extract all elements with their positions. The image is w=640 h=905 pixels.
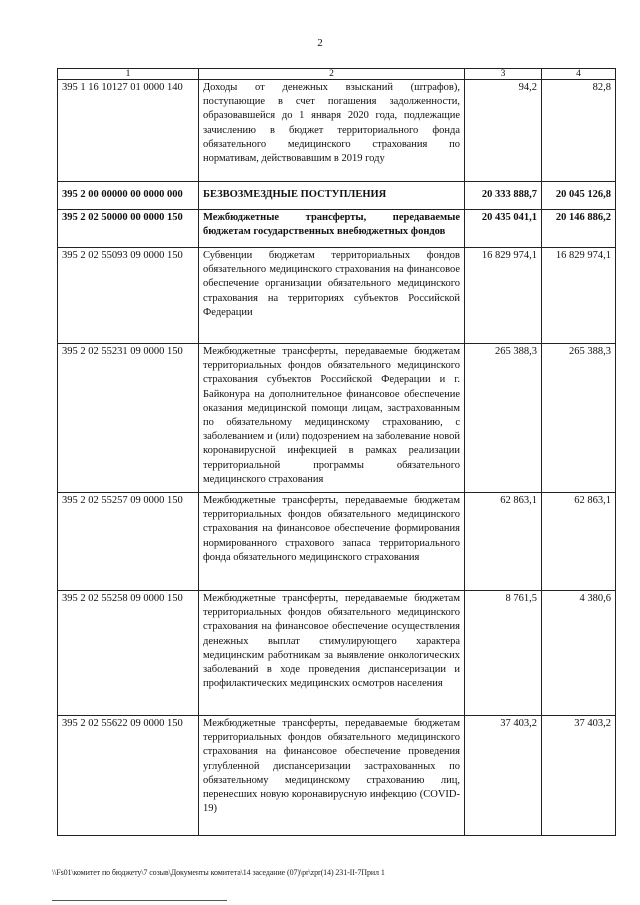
row-description: Межбюджетные трансферты, передаваемые бюджетам государственных внебюджетных фондов xyxy=(199,210,465,248)
table-row xyxy=(58,591,616,716)
header-col-2: 2 xyxy=(199,69,465,80)
header-col-3: 3 xyxy=(465,69,542,80)
budget-code: 395 2 02 55622 09 0000 150 xyxy=(58,716,199,836)
table-row xyxy=(58,210,616,248)
page-number: 2 xyxy=(317,37,323,49)
table-row xyxy=(58,248,616,344)
value-col-4: 265 388,3 xyxy=(542,344,616,493)
value-col-4: 20 045 126,8 xyxy=(542,182,616,210)
table-header-row xyxy=(58,69,616,80)
budget-code: 395 2 02 55258 09 0000 150 xyxy=(58,591,199,716)
table-row xyxy=(58,182,616,210)
value-col-3: 16 829 974,1 xyxy=(465,248,542,344)
value-col-3: 94,2 xyxy=(465,80,542,182)
budget-table xyxy=(57,68,616,836)
file-path-footer: \\Fs01\комитет по бюджету\7 созыв\Документы комитета\14 заседание (07)\pr\zpr(14) 231-II-7Прил 1 xyxy=(52,868,385,877)
table-row xyxy=(58,716,616,836)
budget-code: 395 2 00 00000 00 0000 000 xyxy=(58,182,199,210)
budget-code: 395 2 02 55093 09 0000 150 xyxy=(58,248,199,344)
row-description: Межбюджетные трансферты, передаваемые бюджетам территориальных фондов обязательного медицинского страхования на финансовое обеспечение формирования нормированного страхового запаса территориального фонда обязательного медицинского страхования xyxy=(199,493,465,591)
value-col-3: 37 403,2 xyxy=(465,716,542,836)
value-col-3: 20 333 888,7 xyxy=(465,182,542,210)
value-col-3: 8 761,5 xyxy=(465,591,542,716)
value-col-4: 20 146 886,2 xyxy=(542,210,616,248)
budget-code: 395 2 02 55257 09 0000 150 xyxy=(58,493,199,591)
header-col-1: 1 xyxy=(58,69,199,80)
row-description: Межбюджетные трансферты, передаваемые бюджетам территориальных фондов обязательного медицинского страхования субъектов Российской Федерации и г. Байконура на дополнительное финансовое обеспечение оказания медицинской помощи лицам, застрахованным по обязательному медицинскому страхованию, с заболеванием и (или) подозрением на заболевание новой коронавирусной инфекцией в рамках реализации территориальной программы обязательного медицинского страхования xyxy=(199,344,465,493)
row-description: Субвенции бюджетам территориальных фондов обязательного медицинского страхования на финансовое обеспечение организации обязательного медицинского страхования на территориях субъектов Российской Федерации xyxy=(199,248,465,344)
value-col-3: 265 388,3 xyxy=(465,344,542,493)
table-row xyxy=(58,344,616,493)
footer-divider xyxy=(52,900,227,901)
row-description: Доходы от денежных взысканий (штрафов), поступающие в счет погашения задолженности, образовавшейся до 1 января 2020 года, подлежащие зачислению в бюджет территориального фонда обязательного медицинского страхования по нормативам, действовавшим в 2019 году xyxy=(199,80,465,182)
value-col-3: 20 435 041,1 xyxy=(465,210,542,248)
value-col-4: 82,8 xyxy=(542,80,616,182)
value-col-4: 62 863,1 xyxy=(542,493,616,591)
row-description: Межбюджетные трансферты, передаваемые бюджетам территориальных фондов обязательного медицинского страхования на финансовое обеспечение проведения углубленной диспансеризации застрахованных по обязательному медицинскому страхованию лиц, перенесших новую коронавирусную инфекцию (COVID-19) xyxy=(199,716,465,836)
header-col-4: 4 xyxy=(542,69,616,80)
row-description: БЕЗВОЗМЕЗДНЫЕ ПОСТУПЛЕНИЯ xyxy=(199,182,465,210)
table-row xyxy=(58,493,616,591)
budget-code: 395 1 16 10127 01 0000 140 xyxy=(58,80,199,182)
value-col-4: 4 380,6 xyxy=(542,591,616,716)
table-row xyxy=(58,80,616,182)
row-description: Межбюджетные трансферты, передаваемые бюджетам территориальных фондов обязательного медицинского страхования на финансовое обеспечение осуществления денежных выплат стимулирующего характера медицинским работникам за выявление онкологических заболеваний в ходе проведения диспансеризации и профилактических медицинских осмотров населения xyxy=(199,591,465,716)
value-col-4: 37 403,2 xyxy=(542,716,616,836)
budget-code: 395 2 02 50000 00 0000 150 xyxy=(58,210,199,248)
value-col-3: 62 863,1 xyxy=(465,493,542,591)
value-col-4: 16 829 974,1 xyxy=(542,248,616,344)
budget-code: 395 2 02 55231 09 0000 150 xyxy=(58,344,199,493)
